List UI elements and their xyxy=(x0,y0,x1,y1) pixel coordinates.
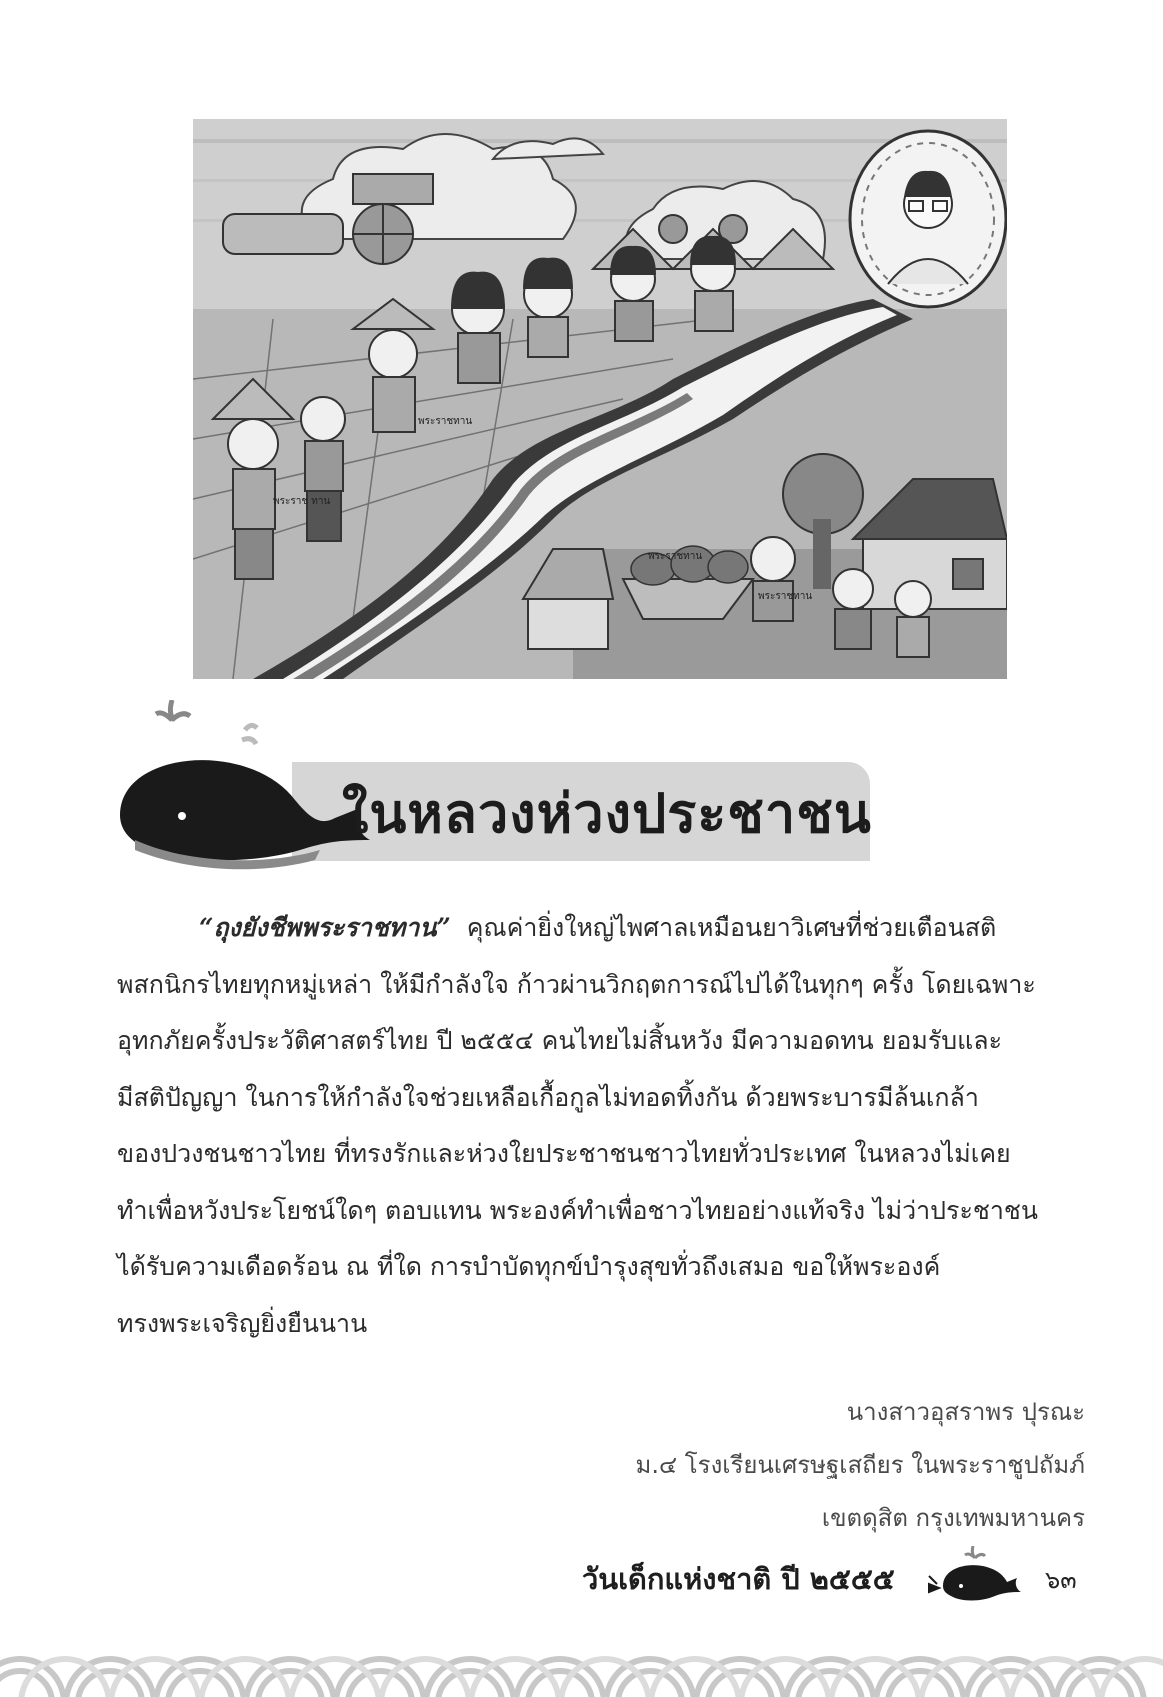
footer-whale-icon xyxy=(925,1546,1025,1606)
body-line: ของปวงชนชาวไทย ที่ทรงรักและห่วงใยประชาชนชาวไทยทั่วประเทศ ในหลวงไม่เคย xyxy=(117,1139,1011,1168)
author-block xyxy=(636,1386,1085,1545)
footer-title: วันเด็กแห่งชาติ ปี ๒๕๕๕ xyxy=(582,1562,895,1596)
author-location: เขตดุสิต กรุงเทพมหานคร xyxy=(821,1504,1085,1532)
body-line-1-text: คุณค่ายิ่งใหญ่ไพศาลเหมือนยาวิเศษที่ช่วยเตือนสติ xyxy=(466,913,997,942)
bag-label: พระราชทาน xyxy=(418,416,473,427)
body-line: ทำเพื่อหวังประโยชน์ใดๆ ตอบแทน พระองค์ทำเพื่อชาวไทยอย่างแท้จริง ไม่ว่าประชาชน xyxy=(117,1195,1038,1225)
author-name: นางสาวอุสราพร ปุรณะ xyxy=(846,1398,1085,1426)
body-line-1 xyxy=(117,900,1083,957)
author-school: ม.๔ โรงเรียนเศรษฐเสถียร ในพระราชูปถัมภ์ xyxy=(635,1451,1085,1479)
lead-quote: “ถุงยังชีพพระราชทาน” xyxy=(199,913,451,942)
page-number: ๖๓ xyxy=(1045,1566,1077,1594)
section-title xyxy=(110,700,870,875)
bag-label: พระราช ทาน xyxy=(273,496,331,507)
body-line: พสกนิกรไทยทุกหมู่เหล่า ให้มีกำลังใจ ก้าวผ่านวิกฤตการณ์ไปได้ในทุกๆ ครั้ง โดยเฉพาะ xyxy=(117,969,1036,999)
article-body xyxy=(117,900,1083,1352)
illustration-drawing xyxy=(193,119,1007,679)
body-line: ได้รับความเดือดร้อน ณ ที่ใด การบำบัดทุกข์บำรุงสุขทั่วถึงเสมอ ขอให้พระองค์ xyxy=(117,1252,941,1281)
body-line: อุทกภัยครั้งประวัติศาสตร์ไทย ปี ๒๕๕๔ คนไทยไม่สิ้นหวัง มีความอดทน ยอมรับและ xyxy=(117,1026,1003,1055)
body-line: ทรงพระเจริญยิ่งยืนนาน xyxy=(117,1308,368,1338)
bag-label: พระราชทาน xyxy=(648,551,703,562)
decorative-arches xyxy=(0,1618,1163,1697)
bag-label: พระราชทาน xyxy=(758,591,813,602)
page-title: ในหลวงห่วงประชาชน xyxy=(342,781,872,845)
drawing-icon xyxy=(193,119,1007,679)
body-line: มีสติปัญญา ในการให้กำลังใจช่วยเหลือเกื้อกูลไม่ทอดทิ้งกัน ด้วยพระบารมีล้นเกล้า xyxy=(117,1082,979,1112)
